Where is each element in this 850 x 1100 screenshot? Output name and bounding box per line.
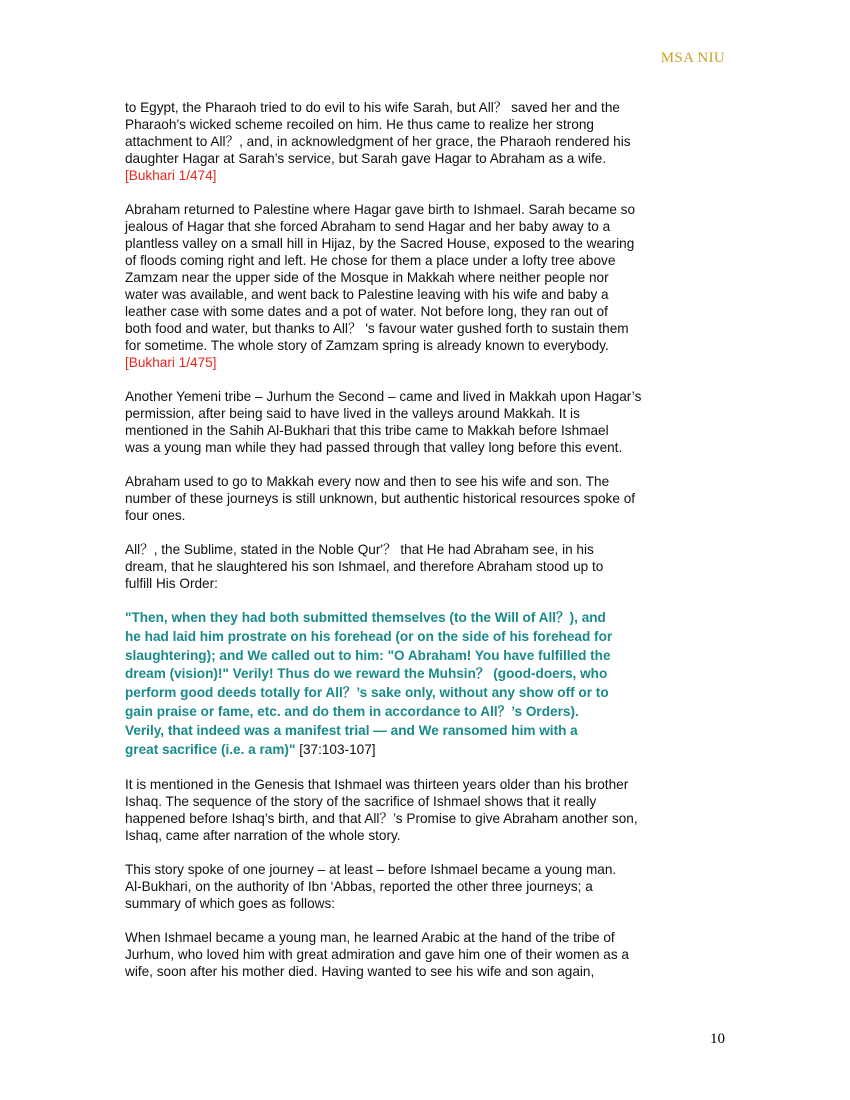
paragraph-journeys	[125, 473, 735, 524]
text-line: Jurhum, who loved him with great admiration and gave him one of their women as a	[125, 947, 629, 963]
text-line: for sometime. The whole story of Zamzam spring is already known to everybody.	[125, 338, 609, 353]
paragraph-egypt	[125, 99, 735, 184]
paragraph-genesis	[125, 776, 735, 844]
text-line: was a young man while they had passed through that valley long before this event.	[125, 440, 623, 455]
text-line: to Egypt, the Pharaoh tried to do evil to his wife Sarah, but All？ saved her and the	[125, 100, 620, 115]
quote-line: gain praise or fame, etc. and do them in accordance to All？’s Orders).	[125, 703, 579, 719]
text-line: Another Yemeni tribe – Jurhum the Second – came and lived in Makkah upon Hagar’s	[125, 389, 642, 404]
text-line: daughter Hagar at Sarah’s service, but Sarah gave Hagar to Abraham as a wife.	[125, 151, 607, 166]
text-line: leather case with some dates and a pot of water. Not before long, they ran out of	[125, 304, 608, 319]
text-line: mentioned in the Sahih Al-Bukhari that this tribe came to Makkah before Ishmael	[125, 423, 609, 438]
text-line: This story spoke of one journey – at least – before Ishmael became a young man.	[125, 862, 617, 878]
quran-quote	[125, 609, 735, 759]
text-line: dream, that he slaughtered his son Ishmael, and therefore Abraham stood up to	[125, 559, 604, 574]
text-line: Zamzam near the upper side of the Mosque in Makkah where neither people nor	[125, 270, 609, 285]
text-line: attachment to All？, and, in acknowledgment of her grace, the Pharaoh rendered his	[125, 134, 631, 149]
text-line: happened before Ishaq’s birth, and that All？’s Promise to give Abraham another son,	[125, 811, 638, 827]
text-line: summary of which goes as follows:	[125, 896, 336, 912]
page-header-title: MSA NIU	[660, 50, 725, 66]
text-line: It is mentioned in the Genesis that Ishmael was thirteen years older than his brother	[125, 777, 629, 793]
hadith-reference: [Bukhari 1/474]	[125, 168, 217, 183]
paragraph-jurhum	[125, 388, 735, 456]
text-line: All？, the Sublime, stated in the Noble Qur'？ that He had Abraham see, in his	[125, 542, 594, 557]
text-line: Abraham used to go to Makkah every now and then to see his wife and son. The	[125, 474, 610, 489]
quote-line: slaughtering); and We called out to him: "O Abraham! You have fulfilled the	[125, 647, 611, 663]
paragraph-young-man	[125, 929, 735, 980]
text-line: jealous of Hagar that she forced Abraham to send Hagar and her baby away to a	[125, 219, 611, 234]
text-line: water was available, and went back to Palestine leaving with his wife and baby a	[125, 287, 609, 302]
quote-line: Verily, that indeed was a manifest trial — and We ransomed him with a	[125, 722, 578, 738]
text-line: plantless valley on a small hill in Hijaz, by the Sacred House, exposed to the wearing	[125, 236, 635, 251]
text-line: When Ishmael became a young man, he learned Arabic at the hand of the tribe of	[125, 930, 615, 946]
text-line: Ishaq. The sequence of the story of the sacrifice of Ishmael shows that it really	[125, 794, 597, 810]
paragraph-dream	[125, 541, 735, 592]
quote-line: he had laid him prostrate on his forehead (or on the side of his forehead for	[125, 628, 613, 644]
text-line: Al-Bukhari, on the authority of Ibn ‘Abbas, reported the other three journeys; a	[125, 879, 593, 895]
text-line: Ishaq, came after narration of the whole story.	[125, 828, 401, 844]
text-line: number of these journeys is still unknown, but authentic historical resources spoke of	[125, 491, 636, 506]
ayah-reference: [37:103-107]	[299, 741, 376, 757]
text-line: wife, soon after his mother died. Having wanted to see his wife and son again,	[125, 964, 595, 980]
document-body	[125, 99, 735, 997]
paragraph-one-journey	[125, 861, 735, 912]
hadith-reference: [Bukhari 1/475]	[125, 355, 217, 370]
quote-line: "Then, when they had both submitted themselves (to the Will of All？), and	[125, 610, 606, 625]
quote-last-line	[125, 741, 735, 760]
quote-line: great sacrifice (i.e. a ram)"	[125, 741, 296, 757]
text-line: permission, after being said to have lived in the valleys around Makkah. It is	[125, 406, 580, 421]
text-line: both food and water, but thanks to All？ 's favour water gushed forth to sustain them	[125, 321, 629, 336]
text-line: fulfill His Order:	[125, 576, 218, 591]
quote-line: dream (vision)!" Verily! Thus do we reward the Muhsin？ (good-doers, who	[125, 666, 608, 682]
quote-line: perform good deeds totally for All？’s sake only, without any show off or to	[125, 685, 609, 701]
page-number: 10	[710, 1031, 725, 1047]
text-line: Abraham returned to Palestine where Hagar gave birth to Ishmael. Sarah became so	[125, 202, 636, 217]
paragraph-palestine	[125, 201, 735, 371]
text-line: of floods coming right and left. He chose for them a place under a lofty tree above	[125, 253, 616, 268]
text-line: Pharaoh’s wicked scheme recoiled on him. He thus came to realize her strong	[125, 117, 594, 132]
text-line: four ones.	[125, 508, 186, 523]
